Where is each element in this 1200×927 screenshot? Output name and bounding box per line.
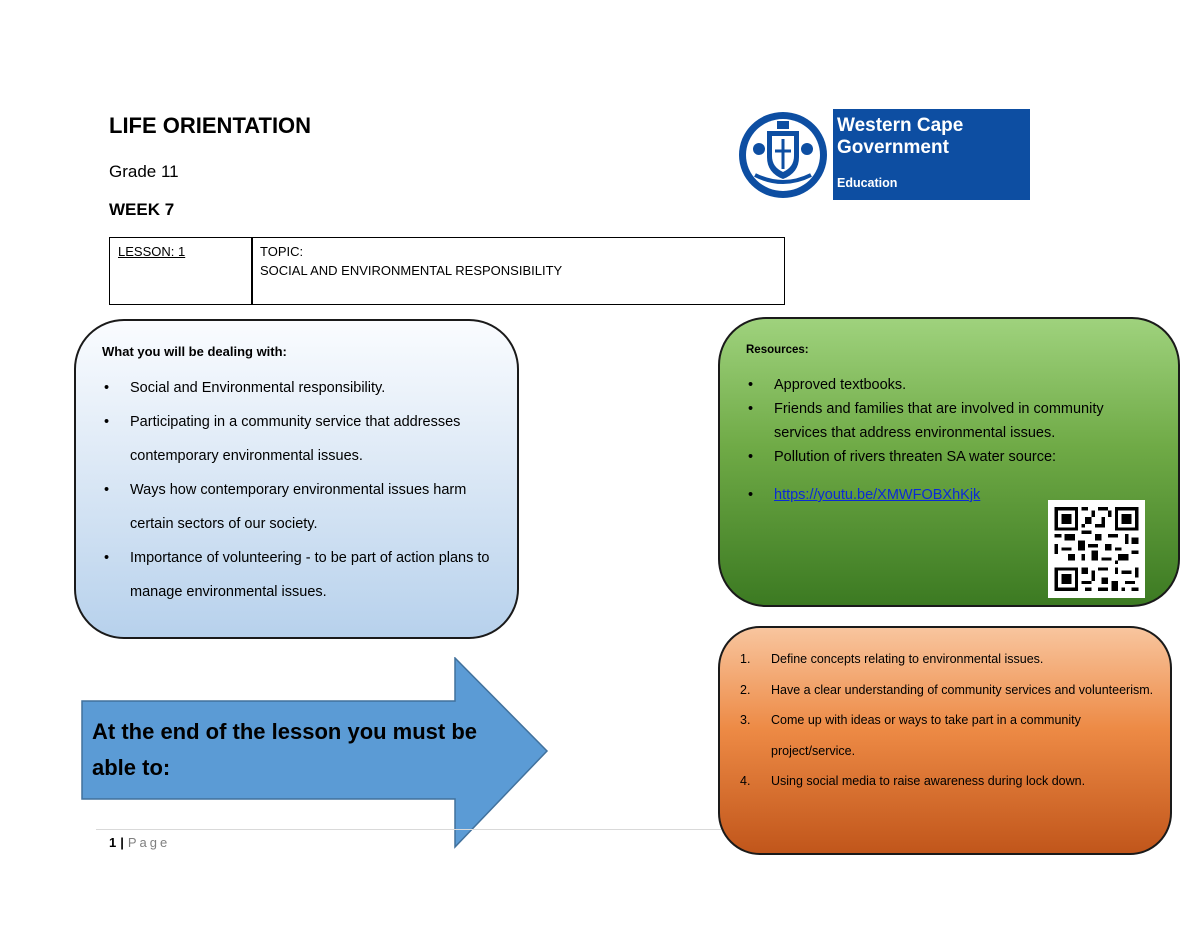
item-text: Come up with ideas or ways to take part in a community project/service.: [771, 713, 1081, 758]
page-number: 1: [109, 835, 117, 850]
qr-code-icon: [1048, 500, 1145, 598]
outcomes-box: [718, 626, 1172, 855]
item-number: 4.: [740, 774, 751, 788]
item-number: 1.: [740, 652, 751, 666]
subject-title: LIFE ORIENTATION: [109, 113, 312, 138]
list-item: • Approved textbooks.: [746, 373, 1126, 397]
page-separator: |: [120, 835, 124, 850]
topic-heading: TOPIC:: [260, 244, 304, 259]
logo-line-1: Western Cape: [837, 115, 964, 136]
dealing-with-list: [102, 371, 502, 609]
wcg-logo: [737, 109, 1030, 200]
list-item: [740, 766, 1160, 797]
footer-divider: [96, 829, 721, 830]
youtube-link[interactable]: https://youtu.be/XMWFOBXhKjk: [774, 487, 981, 503]
grade-label: Grade 11: [109, 162, 179, 181]
list-item: • Friends and families that are involved in community services that address environmental issues.: [746, 397, 1126, 445]
item-text: Using social media to raise awareness during lock down.: [771, 774, 1086, 788]
list-item: • Ways how contemporary environmental issues harm certain sectors of our society.: [102, 473, 502, 541]
item-text: Have a clear understanding of community services and volunteerism.: [771, 682, 1154, 697]
item-number: 2.: [740, 682, 751, 697]
coat-of-arms-icon: [737, 109, 833, 200]
outcomes-list: [740, 644, 1160, 797]
list-item: [740, 675, 1160, 706]
dealing-with-box: [74, 319, 519, 639]
page-footer: [109, 835, 170, 850]
item-text: Define concepts relating to environmental issues.: [771, 652, 1044, 666]
lesson-label: LESSON: 1: [118, 244, 186, 259]
list-item: • Importance of volunteering - to be part of action plans to manage environmental issues.: [102, 541, 502, 609]
arrow-text: At the end of the lesson you must be able to:: [92, 719, 478, 780]
resources-box: [718, 317, 1180, 607]
logo-line-2: Government: [837, 137, 949, 158]
topic-text: SOCIAL AND ENVIRONMENTAL RESPONSIBILITY: [260, 263, 563, 278]
item-number: 3.: [740, 713, 751, 727]
list-item: • Pollution of rivers threaten SA water source:: [746, 445, 1126, 469]
list-item: [740, 705, 1160, 766]
table-divider: [251, 238, 253, 304]
resources-list: [746, 373, 1126, 507]
list-item: [740, 644, 1160, 675]
lesson-table: [109, 237, 785, 305]
page-word: Page: [127, 835, 171, 850]
logo-line-3: Education: [837, 176, 898, 190]
week-label: WEEK 7: [109, 200, 175, 219]
dealing-with-heading: What you will be dealing with:: [102, 344, 287, 359]
resources-heading: Resources:: [746, 344, 809, 356]
list-item: • Social and Environmental responsibility.: [102, 371, 502, 405]
list-item: • Participating in a community service that addresses contemporary environmental issues.: [102, 405, 502, 473]
